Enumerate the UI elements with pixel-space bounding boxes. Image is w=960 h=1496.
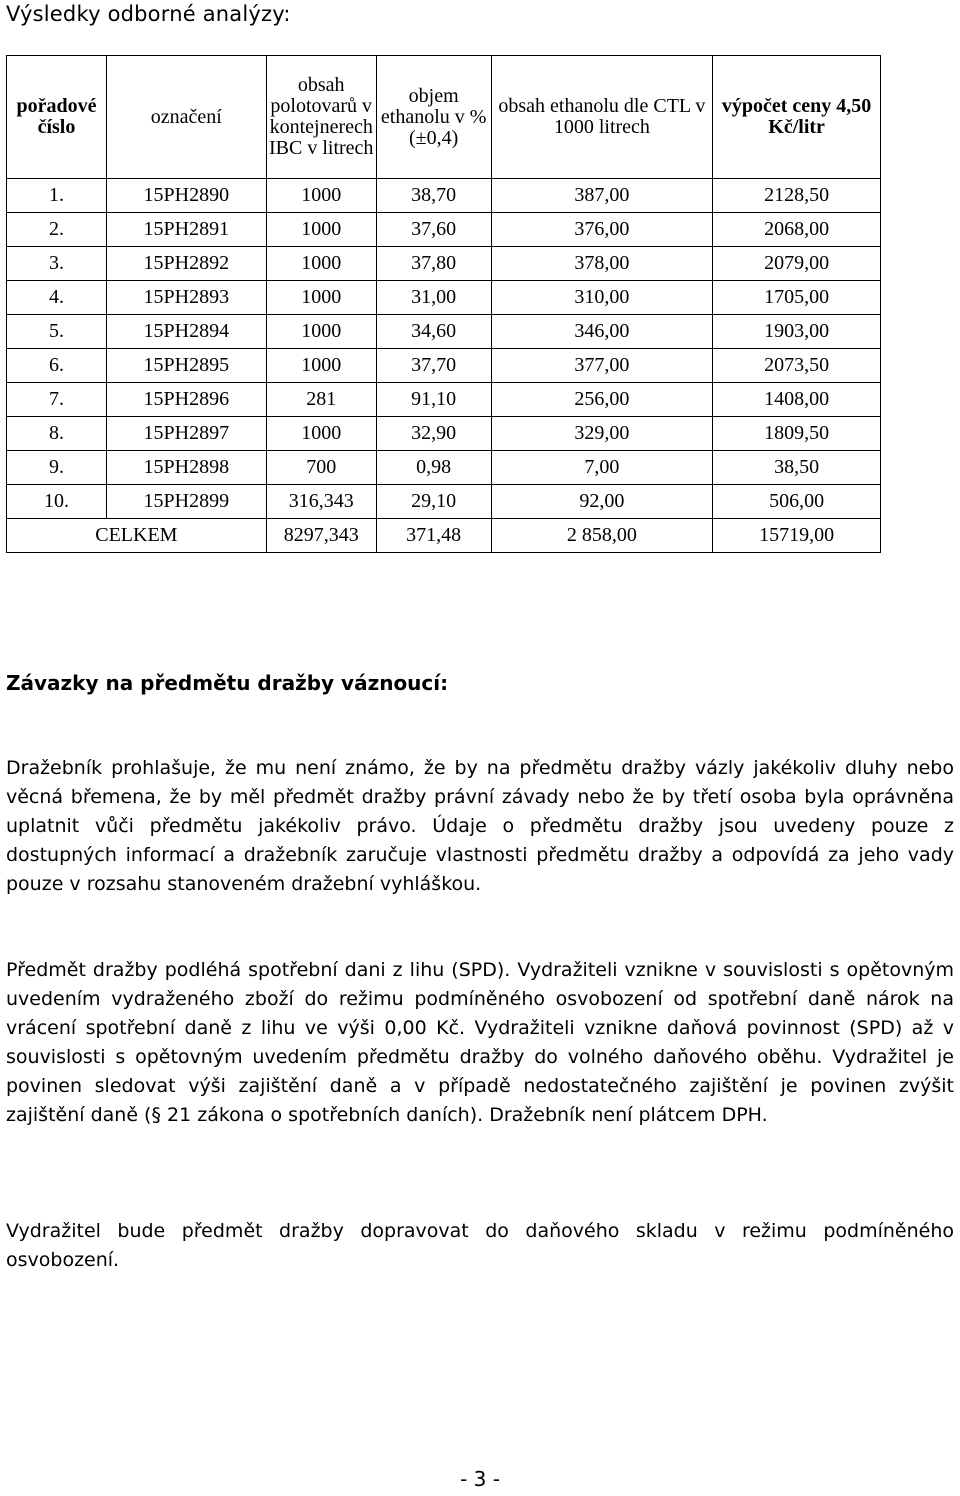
paragraph-transport: Vydražitel bude předmět dražby dopravovat do daňového skladu v režimu podmíněného osvobození. [6,1220,954,1271]
row-price: 1705,00 [713,281,881,315]
row-designation: 15PH2892 [106,247,266,281]
paragraph-excise-tax: Předmět dražby podléhá spotřební dani z lihu (SPD). Vydražiteli vznikne v souvislosti s opětovným uvedením vydraženého zboží do režimu podmíněného osvobození od spotřební daně nárok na vrácení spotřební daně z lihu ve výši 0,00 Kč. Vydražiteli vznikne daňová povinnost (SPD) až v souvislosti s opětovným uvedením předmětu dražby do volného daňového oběhu. Vydražitel je povinen sledovat výši zajištění daně a v případě nedostatečného zajištění je povinen zvýšit zajištění daně (§ 21 zákona o spotřebních daních). Dražebník není plátcem DPH. [6,959,954,1126]
analysis-table [6,55,881,553]
header-ethanol-volume: objem ethanolu v % (±0,4) [376,56,491,179]
row-number: 4. [7,281,107,315]
row-containers: 1000 [266,179,376,213]
row-ethanol: 387,00 [491,179,713,213]
row-ethanol: 256,00 [491,383,713,417]
total-price: 15719,00 [713,519,881,553]
header-price-calculation: výpočet ceny 4,50 Kč/litr [713,56,881,179]
header-designation: označení [106,56,266,179]
row-number: 2. [7,213,107,247]
table-row [7,451,881,485]
row-price: 1809,50 [713,417,881,451]
table-row [7,417,881,451]
row-containers: 1000 [266,349,376,383]
row-volume-pct: 0,98 [376,451,491,485]
row-number: 3. [7,247,107,281]
row-ethanol: 310,00 [491,281,713,315]
row-volume-pct: 37,80 [376,247,491,281]
row-designation: 15PH2894 [106,315,266,349]
row-number: 6. [7,349,107,383]
table-row [7,485,881,519]
table-row [7,281,881,315]
row-price: 38,50 [713,451,881,485]
total-label: CELKEM [7,519,267,553]
total-containers: 8297,343 [266,519,376,553]
row-containers: 1000 [266,281,376,315]
row-ethanol: 378,00 [491,247,713,281]
row-containers: 1000 [266,247,376,281]
row-volume-pct: 34,60 [376,315,491,349]
header-order-number: pořadové číslo [7,56,107,179]
table-body [7,179,881,519]
row-number: 10. [7,485,107,519]
row-volume-pct: 37,70 [376,349,491,383]
row-designation: 15PH2896 [106,383,266,417]
row-designation: 15PH2891 [106,213,266,247]
row-volume-pct: 38,70 [376,179,491,213]
row-containers: 281 [266,383,376,417]
row-designation: 15PH2893 [106,281,266,315]
row-number: 5. [7,315,107,349]
row-designation: 15PH2899 [106,485,266,519]
row-number: 7. [7,383,107,417]
row-price: 2128,50 [713,179,881,213]
row-ethanol: 346,00 [491,315,713,349]
row-ethanol: 377,00 [491,349,713,383]
page-number: - 3 - [460,1467,500,1491]
row-designation: 15PH2895 [106,349,266,383]
total-ethanol: 2 858,00 [491,519,713,553]
row-designation: 15PH2890 [106,179,266,213]
paragraph-liabilities: Dražebník prohlašuje, že mu není známo, že by na předmětu dražby vázly jakékoliv dluhy nebo věcná břemena, že by měl předmět dražby právní závady nebo že by třetí osoba byla oprávněna uplatnit vůči předmětu jakékoliv právo. Údaje o předmětu dražby jsou uvedeny pouze z dostupných informací a dražebník zaručuje vlastnosti předmětu dražby a odpovídá za jeho vady pouze v rozsahu stanoveném dražební vyhláškou. [6,757,954,895]
table-total-row [7,519,881,553]
row-containers: 316,343 [266,485,376,519]
row-number: 1. [7,179,107,213]
section-title: Závazky na předmětu dražby váznoucí: [6,671,449,695]
table-row [7,383,881,417]
table-row [7,247,881,281]
table-row [7,349,881,383]
header-ethanol-content: obsah ethanolu dle CTL v 1000 litrech [491,56,713,179]
row-containers: 1000 [266,213,376,247]
row-containers: 700 [266,451,376,485]
table-row [7,213,881,247]
total-volume-pct: 371,48 [376,519,491,553]
row-volume-pct: 37,60 [376,213,491,247]
row-volume-pct: 32,90 [376,417,491,451]
row-ethanol: 7,00 [491,451,713,485]
row-designation: 15PH2898 [106,451,266,485]
row-price: 1903,00 [713,315,881,349]
row-ethanol: 92,00 [491,485,713,519]
row-price: 506,00 [713,485,881,519]
row-volume-pct: 29,10 [376,485,491,519]
row-designation: 15PH2897 [106,417,266,451]
row-price: 2073,50 [713,349,881,383]
row-containers: 1000 [266,417,376,451]
row-price: 2068,00 [713,213,881,247]
row-price: 1408,00 [713,383,881,417]
row-ethanol: 376,00 [491,213,713,247]
page-heading: Výsledky odborné analýzy: [6,2,291,26]
row-containers: 1000 [266,315,376,349]
row-number: 9. [7,451,107,485]
row-ethanol: 329,00 [491,417,713,451]
table-row [7,315,881,349]
row-volume-pct: 31,00 [376,281,491,315]
row-number: 8. [7,417,107,451]
table-row [7,179,881,213]
header-container-content: obsah polotovarů v kontejnerech IBC v litrech [266,56,376,179]
row-volume-pct: 91,10 [376,383,491,417]
row-price: 2079,00 [713,247,881,281]
table-header-row [7,56,881,179]
